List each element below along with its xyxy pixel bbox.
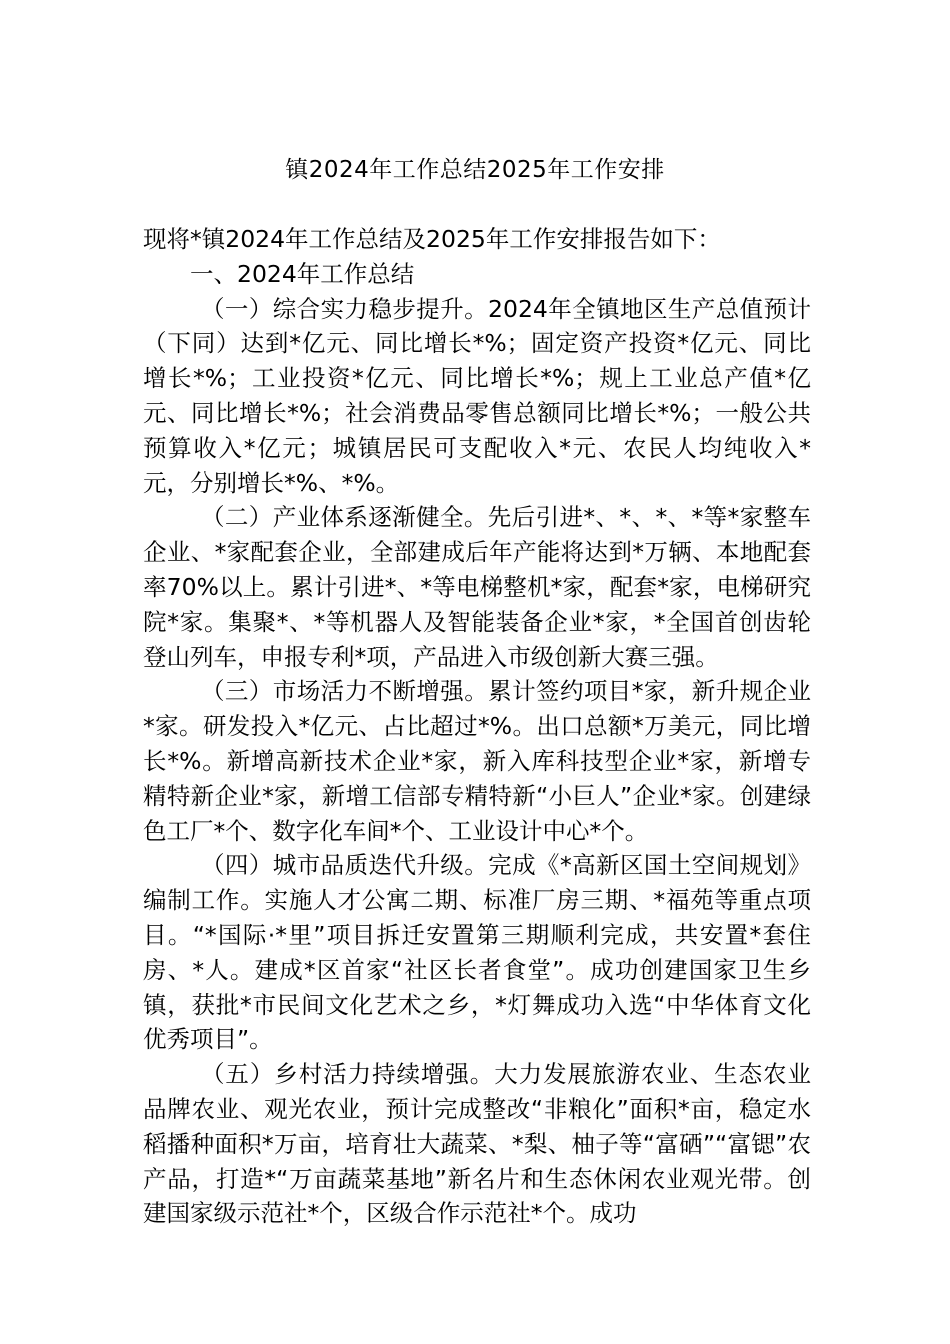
intro-paragraph: 现将*镇2024年工作总结及2025年工作安排报告如下： (143, 225, 721, 253)
paragraph-2: （二）产业体系逐渐健全。先后引进*、*、*、*等*家整车企业、*家配套企业，全部建成后年产能将达到*万辆、本地配套率70%以上。累计引进*、*等电梯整机*家，配套*家，电梯研究院*家。集聚*、*等机器人及智能装备企业*家，*全国首创齿轮登山列车，申报专利*项，产品进入市级创新大赛三强。 (143, 503, 811, 671)
paragraph-3: （三）市场活力不断增强。累计签约项目*家，新升规企业*家。研发投入*亿元、占比超过*%。出口总额*万美元，同比增长*%。新增高新技术企业*家，新入库科技型企业*家，新增专精特新企业*家，新增工信部专精特新“小巨人”企业*家。创建绿色工厂*个、数字化车间*个、工业设计中心*个。 (143, 677, 811, 845)
paragraph-1: （一）综合实力稳步提升。2024年全镇地区生产总值预计（下同）达到*亿元、同比增长*%；固定资产投资*亿元、同比增长*%；工业投资*亿元、同比增长*%；规上工业总产值*亿元、同比增长*%；社会消费品零售总额同比增长*%；一般公共预算收入*亿元；城镇居民可支配收入*元、农民人均纯收入*元，分别增长*%、*%。 (143, 294, 811, 497)
document-body (143, 222, 811, 1231)
section-heading: 一、2024年工作总结 (190, 259, 415, 288)
paragraph-5: （五）乡村活力持续增强。大力发展旅游农业、生态农业品牌农业、观光农业，预计完成整改“非粮化”面积*亩，稳定水稻播种面积*万亩，培育壮大蔬菜、*梨、柚子等“富硒”“富锶”农产品，打造*“万亩蔬菜基地”新名片和生态休闲农业观光带。创建国家级示范社*个，区级合作示范社*个。成功 (143, 1060, 811, 1228)
document-title: 镇2024年工作总结2025年工作安排 (285, 157, 665, 183)
paragraph-4: （四）城市品质迭代升级。完成《*高新区国土空间规划》编制工作。实施人才公寓二期、标准厂房三期、*福苑等重点项目。“*国际·*里”项目拆迁安置第三期顺利完成，共安置*套住房、*人。建成*区首家“社区长者食堂”。成功创建国家卫生乡镇，获批*市民间文化艺术之乡，*灯舞成功入选“中华体育文化优秀项目”。 (143, 851, 811, 1054)
